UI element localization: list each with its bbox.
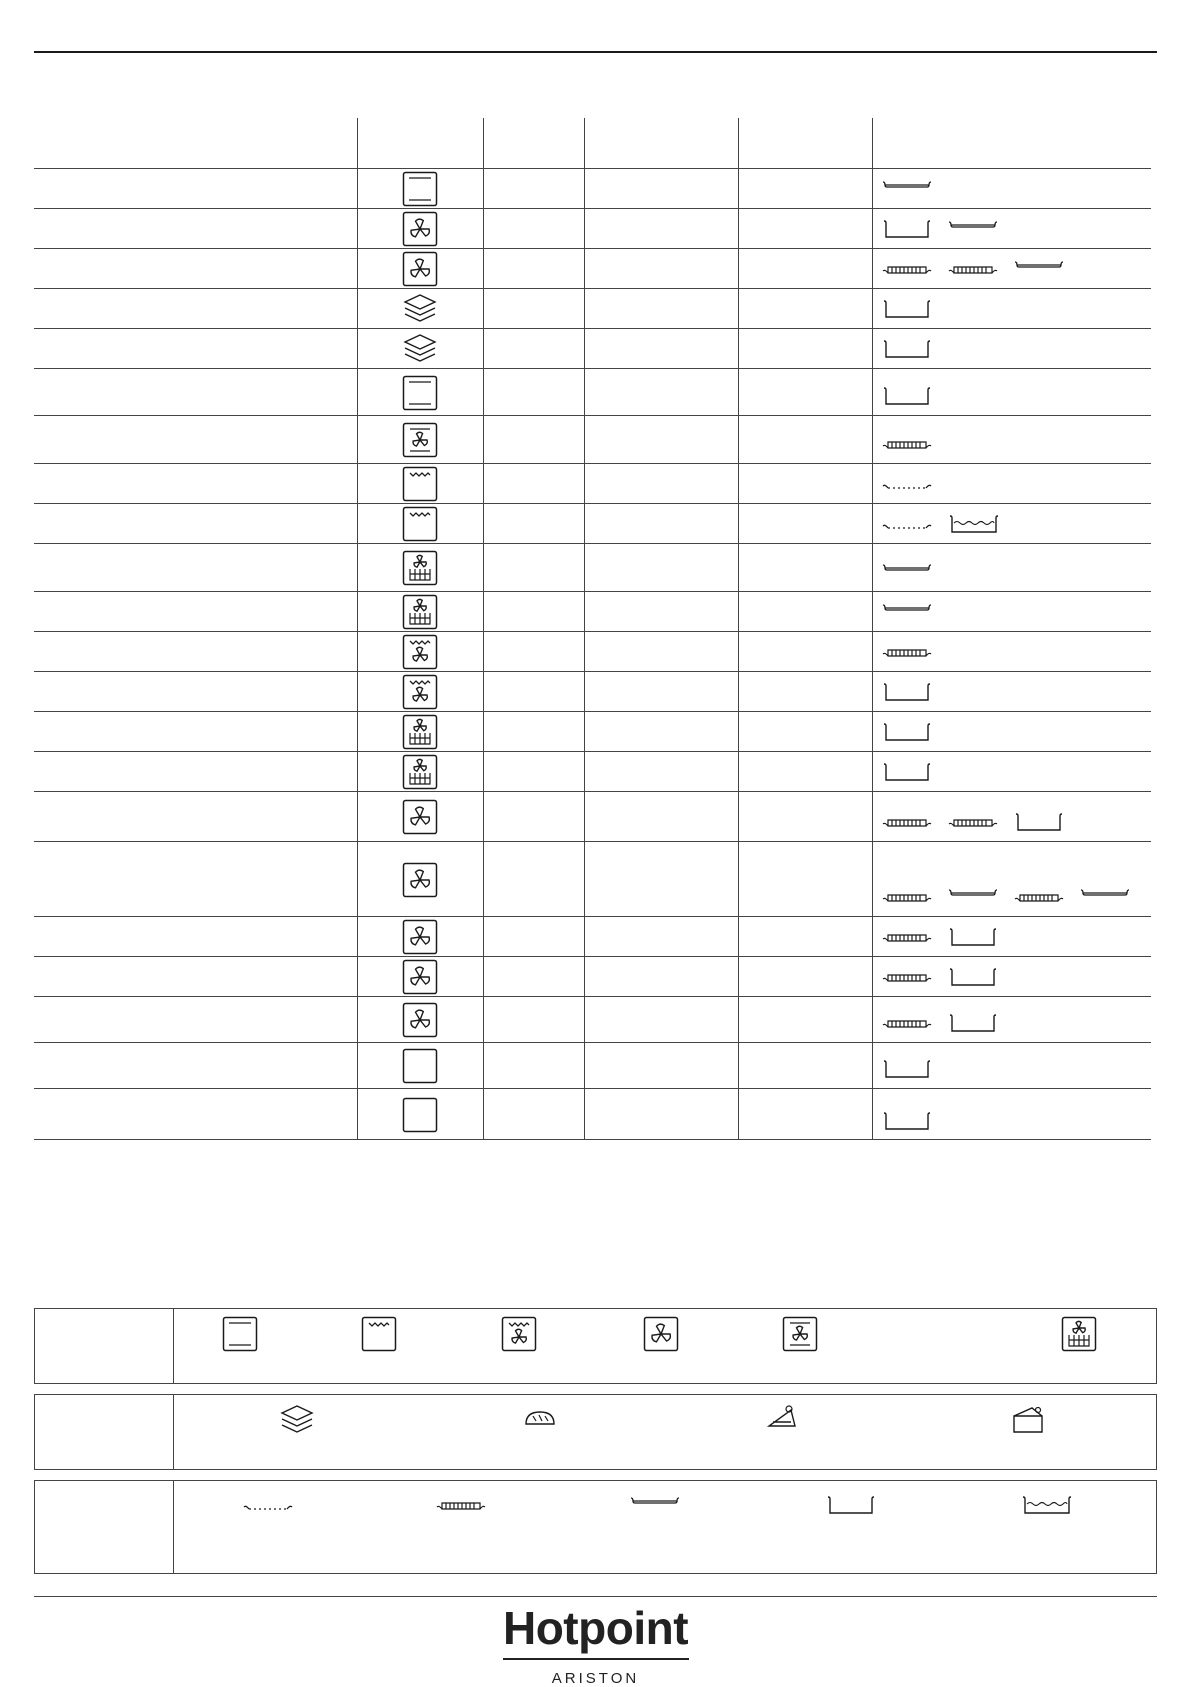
table-row [34,503,1151,543]
flat-tray-icon [948,887,998,907]
table-row [34,996,1151,1042]
deep-pan-icon [882,682,932,702]
table-row [34,168,1151,208]
flat-tray-icon [882,179,932,199]
fan-oven-icon [402,251,438,287]
fan-grill-basket-icon [1061,1316,1097,1352]
table-row [34,248,1151,288]
baking-tray-icon [882,887,932,907]
baking-tray-icon [1014,887,1064,907]
fan-oven-icon [402,959,438,995]
function-cell [402,714,438,750]
deep-pan-icon [882,762,932,782]
turbo-grill-icon [501,1316,537,1352]
function-cell [402,799,438,835]
legend-item [222,1316,258,1357]
convection-fan-icon [402,422,438,458]
blank-function-icon [402,1097,438,1133]
baking-tray-icon [882,927,932,947]
legend-item [765,1402,801,1441]
accessory-cell [882,1013,1014,1033]
fan-oven-icon [402,862,438,898]
function-cell [402,1002,438,1038]
legend-item [1061,1316,1097,1357]
cake-icon [1010,1402,1046,1436]
accessory-cell [882,682,948,702]
grill-icon [361,1316,397,1352]
legend-item [1010,1402,1046,1441]
baking-tray-icon [948,812,998,832]
legend-functions [34,1308,1157,1384]
forced-air-icon [402,714,438,750]
fan-grill-basket-icon [402,594,438,630]
multilevel-icon [279,1402,315,1436]
accessory-cell [882,1059,948,1079]
drip-tray-icon [1021,1495,1073,1515]
grill-icon [402,466,438,502]
flat-tray-icon [948,219,998,239]
table-row [34,841,1151,916]
function-cell [402,331,438,367]
deep-pan-icon [948,927,998,947]
table-row [34,711,1151,751]
deep-pan-icon [882,722,932,742]
table-row [34,791,1151,841]
table-row [34,751,1151,791]
function-cell [402,211,438,247]
wire-shelf-icon [882,514,932,534]
legend-item [436,1495,486,1520]
legend-item [643,1316,679,1357]
function-cell [402,862,438,898]
table-row [34,415,1151,463]
multilevel-icon [402,291,438,327]
legend-item [826,1495,876,1520]
fan-oven-icon [643,1316,679,1352]
legend-item [243,1495,293,1520]
flat-tray-icon [1080,887,1130,907]
conventional-oven-icon [402,375,438,411]
function-cell [402,171,438,207]
legend-divider [173,1309,174,1383]
deep-pan-icon [882,1059,932,1079]
table-row [34,1042,1151,1088]
conventional-oven-icon [222,1316,258,1352]
top-rule [34,51,1157,53]
function-cell [402,594,438,630]
blank-function-icon [402,1048,438,1084]
legend-item [361,1316,397,1357]
accessory-cell [882,887,1146,907]
legend-item [279,1402,315,1441]
legend-divider [173,1395,174,1469]
accessory-cell [882,299,948,319]
function-cell [402,466,438,502]
deep-pan-icon [948,967,998,987]
brand-underline [503,1658,689,1660]
legend-item [782,1316,818,1357]
table-row [34,1088,1151,1140]
legend-item [1021,1495,1073,1520]
accessory-cell [882,602,948,622]
table-row [34,288,1151,328]
function-cell [402,754,438,790]
accessory-cell [882,812,1080,832]
baking-tray-icon [882,1013,932,1033]
function-cell [402,919,438,955]
deep-pan-icon [1014,812,1064,832]
forced-air-icon [402,754,438,790]
flat-tray-icon [1014,259,1064,279]
accessory-cell [882,927,1014,947]
accessory-cell [882,339,948,359]
flat-tray-icon [882,602,932,622]
accessory-cell [882,967,1014,987]
table-row [34,328,1151,368]
deep-pan-icon [882,219,932,239]
brand-subtitle: ARISTON [551,1670,640,1687]
baking-tray-icon [882,259,932,279]
accessory-cell [882,722,948,742]
table-row [34,956,1151,996]
deep-pan-icon [826,1495,876,1515]
convection-fan-icon [782,1316,818,1352]
grill-icon [402,506,438,542]
accessory-cell [882,642,948,662]
accessory-cell [882,474,948,494]
brand-name: Hotpoint [502,1602,689,1654]
fan-oven-icon [402,799,438,835]
table-row [34,463,1151,503]
legend-foods [34,1394,1157,1470]
baking-tray-icon [948,259,998,279]
accessory-cell [882,514,1016,534]
fan-oven-icon [402,1002,438,1038]
accessory-cell [882,434,948,454]
deep-pan-icon [882,339,932,359]
flat-tray-icon [882,562,932,582]
deep-pan-icon [882,299,932,319]
fan-grill-basket-icon [402,550,438,586]
accessory-cell [882,259,1080,279]
legend-item [522,1402,558,1441]
table-row [34,543,1151,591]
accessory-cell [882,562,948,582]
table-row [34,916,1151,956]
baking-tray-icon [882,967,932,987]
function-cell [402,1048,438,1084]
table-row [34,591,1151,631]
function-cell [402,291,438,327]
fan-oven-icon [402,211,438,247]
deep-pan-icon [882,386,932,406]
function-cell [402,422,438,458]
baking-tray-icon [882,812,932,832]
baking-tray-icon [436,1495,486,1515]
turbo-grill-icon [402,634,438,670]
function-cell [402,1097,438,1133]
function-cell [402,634,438,670]
conventional-oven-icon [402,171,438,207]
accessory-cell [882,1111,948,1131]
function-cell [402,375,438,411]
table-row [34,368,1151,415]
cooking-table [34,118,1151,1140]
deep-pan-icon [882,1111,932,1131]
legend-item [630,1495,680,1520]
function-cell [402,251,438,287]
bread-icon [522,1402,558,1436]
turbo-grill-icon [402,674,438,710]
bottom-rule [34,1596,1157,1597]
legend-item [501,1316,537,1357]
accessory-cell [882,219,1014,239]
pie-slice-icon [765,1402,801,1436]
brand-logo [0,1598,1191,1687]
table-row [34,208,1151,248]
baking-tray-icon [882,434,932,454]
legend-divider [173,1481,174,1573]
legend-accessories [34,1480,1157,1574]
accessory-cell [882,762,948,782]
deep-pan-icon [948,1013,998,1033]
function-cell [402,506,438,542]
accessory-cell [882,386,948,406]
wire-shelf-icon [882,474,932,494]
function-cell [402,959,438,995]
baking-tray-icon [882,642,932,662]
flat-tray-icon [630,1495,680,1515]
fan-oven-icon [402,919,438,955]
accessory-cell [882,179,948,199]
multilevel-icon [402,331,438,367]
drip-tray-icon [948,514,1000,534]
table-row [34,631,1151,671]
function-cell [402,550,438,586]
wire-shelf-icon [243,1495,293,1515]
table-row [34,671,1151,711]
function-cell [402,674,438,710]
